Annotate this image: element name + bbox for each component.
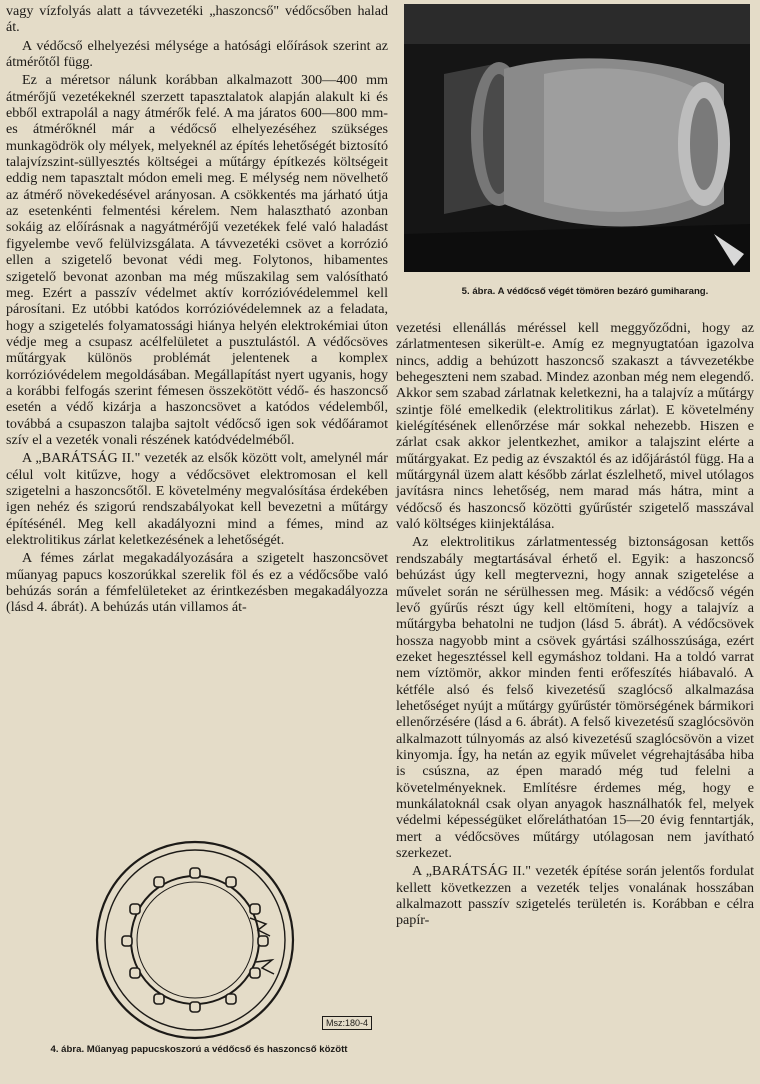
right-text-column <box>396 320 754 929</box>
paragraph: Az elektrolitikus zárlatmentesség biztonságosan kettős rendszabály megtartásával érhető el. Egyik: a haszoncső behúzást úgy kell megtervezni, hogy annak szigetelése a művelet során ne sérülhessen meg. Másik: a védőcső végén levő gyűrűs részt úgy kell eltömíteni, hogy a talajvíz a műtárgyba behatolni ne tudjon (lásd 5. ábrát). A védőcsövek hossza nagyobb mint a csövek gyártási szálhosszúsága, ezért ezeket hegesztéssel kell egymáshoz toldani. Ha a toldó varrat nem víztömör, akkor minden fenti erőfeszítés hiábavaló. A kétféle alsó és felső kivezetésű szaglócső alkalmazása lehetőséget nyújt a műtárgy gyűrűstér tömörségének bármikori ellenőrzésére (lásd a 6. ábrát). A felső kivezetésű szaglócsövön alkalmazott túlnyomás az alsó kivezetésű szaglócsövön a vizet kinyomja. Így, ha netán az egyik művelet végrehajtásába hiba is csúszna, az épen maradó még tud felelni a követelményeknek. Említésre érdemes még, hogy e munkálatoknál csak olyan anyagok használhatók fel, melyek védelmi képességüket előreláthatóan 15—20 évig fenntartják, mert a védőcsöves műtárgy utólagosan nem javítható szerkezet. <box>396 534 754 861</box>
paragraph: Ez a méretsor nálunk korábban alkalmazott 300—400 mm átmérőjű vezetékeknél szerzett tapasztalatok alapján alakult ki és ebből extrapolál a nagy átmérők felé. A ma járatos 600—800 mm-es átmérőknél már a védőcső elhelyezéséhez szükséges munkagödrök oly mélyek, melyeknél az építés lehetőségét biztosító talajvízszint-süllyesztés költségei a műtárgy építkezés költségeit eddig nem tapasztalt módon emeli meg. E mélység nem növelhető az átmérő növekedésével arányosan. A csökkentés ma járható útja az esetenkénti felmentési kérelem. Nem halasztható azonban sokáig az előírásnak a nagyátmérőjű vezetékek felé való haladást figyelembe vevő felülvizsgálata. A távvezetéki csövet a korrózió ellen a szigetelő bevonat védi meg. Folytonos, hibamentes szigetelő bevonat azonban ma még műszakilag sem valósítható meg. Ezért a passzív védelmet aktív korrózióvédelemmel kell párosítani. Ez utóbbi katódos korrózióvédelemnek az a feladata, hogy a szigetelés folyamatossági hiánya helyén elektrokémiai úton védje meg a csupasz acélfelületet a pusztulástól. A védőcsöves műtárgyak különös problémát jelentenek a komplex korrózióvédelem megoldásában. Megállapítást nyert ugyanis, hogy a korábbi felfogás szerint fémesen összekötött védő- és haszoncső esetén a védő kizárja a haszoncsövet a katódos védelemből, továbbá a csupaszon talajba sajtolt védőcső igen sok védőáramot szív el a vezeték vonali részének katódvédelméből. <box>6 72 388 448</box>
paragraph: vagy vízfolyás alatt a távvezetéki „haszoncső" védőcsőben halad át. <box>6 3 388 36</box>
gum-bell-photo-image <box>404 4 750 272</box>
paragraph: vezetési ellenállás méréssel kell meggyőződni, hogy az zárlatmentesen sikerült-e. Amíg ez megnyugtatóan igazolva nincs, addig a behúzott haszoncső szakaszt a távvezetékbe behegeszteni nem szabad. Mindez azonban még nem elegendő. Akkor sem szabad zárlatnak keletkezni, ha a talajvíz a műtárgy szintje fölé emelkedik (elektrolitikus zárlat). E követelmény kielégítésének ellenőrzése már sokkal nehezebb. Hiszen e zárlat csak akkor jelentkezhet, amikor a talajszint elérte a műtárgyakat. Ez pedig az évszaktól és az időjárástól függ. Ha a műtárgynál üzem alatt később zárlat észlelhető, mivel utólagos javításra nincs lehetőség, nem marad más hátra, mint a védőcső és haszoncső közötti gyűrűstér szigetelő masszával való költséges kiinjektálása. <box>396 320 754 533</box>
paragraph: A „BARÁTSÁG II." vezeték az elsők között volt, amelynél már célul volt kitűzve, hogy a védőcsövet elektromosan el kell szigetelni a haszoncsőtől. E követelmény megvalósítása érdekében igen nehéz és szigorú rendszabályokat kell bevezetni a műtárgy építésénél. Meg kell akadályozni mind a fémes, mind az elektrolitikus zárlat keletkezésének a lehetőségét. <box>6 450 388 548</box>
figure-4-code: Msz:180-4 <box>322 1016 372 1030</box>
figure-4-drawing <box>90 832 380 1042</box>
paragraph: A védőcső elhelyezési mélysége a hatósági előírások szerint az átmérőtől függ. <box>6 37 388 71</box>
figure-5-photo <box>404 4 750 272</box>
figure-4-caption: 4. ábra. Műanyag papucskoszorú a védőcső és haszoncső között <box>50 1044 348 1055</box>
figure-5-caption: 5. ábra. A védőcső végét tömören bezáró gumiharang. <box>461 286 709 297</box>
paragraph: A „BARÁTSÁG II." vezeték építése során jelentős fordulat kellett következzen a vezeték teljes vonalának hosszában alkalmazott passzív szigetelés területén is. Korábban e célra papír- <box>396 863 754 929</box>
left-text-column <box>6 3 388 616</box>
paragraph: A fémes zárlat megakadályozására a szigetelt haszoncsövet műanyag papucs koszorúkkal szerelik föl és ez a védőcsőbe való behúzás során a fémfelületeket az érintkezésben megakadályozza (lásd 4. ábrát). A behúzás után villamos át- <box>6 550 388 616</box>
